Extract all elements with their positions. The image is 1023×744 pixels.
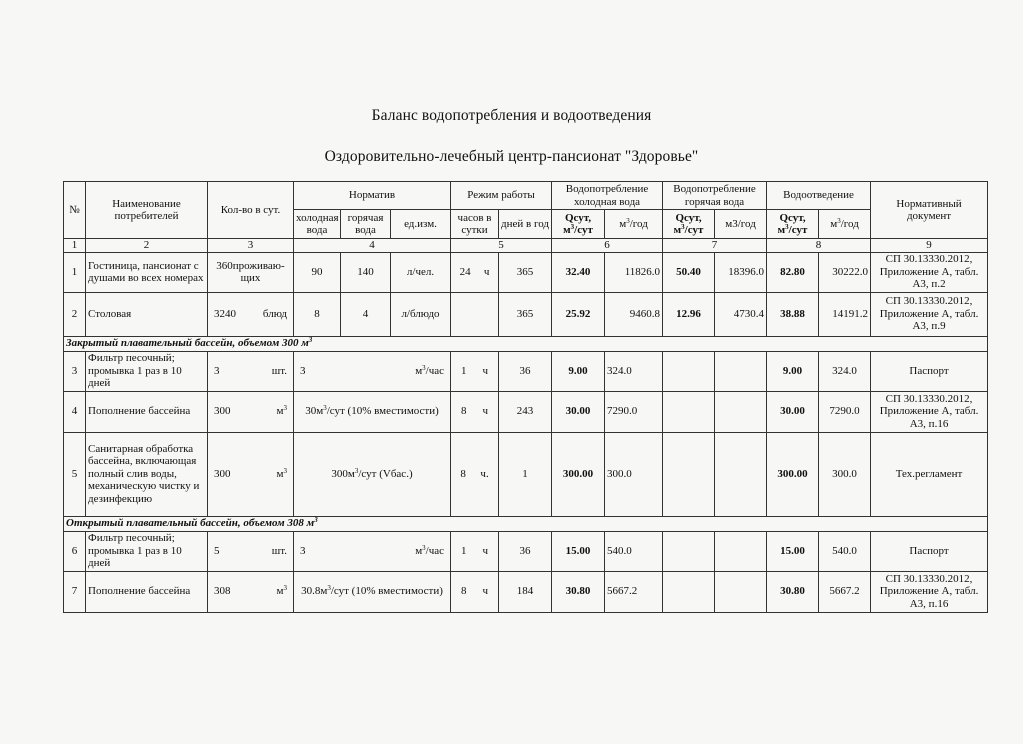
- hot-day: [663, 531, 715, 571]
- norm-document: СП 30.13330.2012, Приложение А, табл. А3, п.16: [871, 391, 988, 432]
- table-row: [64, 351, 988, 391]
- days: 36: [499, 351, 552, 391]
- section-row: [64, 336, 988, 351]
- hours: 24 ч: [451, 252, 499, 292]
- row-number: 4: [64, 391, 86, 432]
- drain-year: 5667.2: [819, 571, 871, 612]
- norm-document: Паспорт: [871, 351, 988, 391]
- quantity: 3240 блюд: [208, 292, 294, 336]
- norm-cold: 8: [294, 292, 341, 336]
- consumer-name: Фильтр песочный; промывка 1 раз в 10 дней: [86, 531, 208, 571]
- col-number: 9: [871, 239, 988, 253]
- norm-unit: л/чел.: [391, 252, 451, 292]
- norm-unit: л/блюдо: [391, 292, 451, 336]
- page-subtitle: Оздоровительно-лечебный центр-пансионат "Здоровье": [324, 148, 699, 165]
- cold-day: 9.00: [552, 351, 605, 391]
- col-number: 3: [208, 239, 294, 253]
- table-row: [64, 292, 988, 336]
- col-cold-use-header: Водопотребление холодная вода: [552, 182, 663, 210]
- norm-combined: $300м^3$/сут (Vбас.): [294, 432, 451, 516]
- drain-year: 7290.0: [819, 391, 871, 432]
- drain-year: 540.0: [819, 531, 871, 571]
- hot-day: [663, 391, 715, 432]
- table-row: [64, 432, 988, 516]
- col-number: 6: [552, 239, 663, 253]
- norm-hot: 140: [341, 252, 391, 292]
- days: 184: [499, 571, 552, 612]
- col-number: 2: [86, 239, 208, 253]
- consumer-name: Пополнение бассейна: [86, 571, 208, 612]
- row-number: 2: [64, 292, 86, 336]
- quantity: 300 $м^3$: [208, 391, 294, 432]
- days: 36: [499, 531, 552, 571]
- hours: 8 ч: [451, 571, 499, 612]
- drain-year: 30222.0: [819, 252, 871, 292]
- days: 365: [499, 292, 552, 336]
- hours: 8 ч.: [451, 432, 499, 516]
- col-days-header: дней в год: [499, 210, 552, 239]
- col-drain-year-header: $м^3$/год: [819, 210, 871, 239]
- hot-day: 50.40: [663, 252, 715, 292]
- cold-year: 9460.8: [605, 292, 663, 336]
- days: 1: [499, 432, 552, 516]
- norm-combined: 3 $м^3$/час: [294, 531, 451, 571]
- col-hot-header: горячая вода: [341, 210, 391, 239]
- norm-document: СП 30.13330.2012, Приложение А, табл. А3, п.16: [871, 571, 988, 612]
- hours: 1 ч: [451, 531, 499, 571]
- col-number: 1: [64, 239, 86, 253]
- cold-day: 32.40: [552, 252, 605, 292]
- quantity: 3 шт.: [208, 351, 294, 391]
- norm-document: Паспорт: [871, 531, 988, 571]
- hot-year: 18396.0: [715, 252, 767, 292]
- hours: 8 ч: [451, 391, 499, 432]
- norm-document: Тех.регламент: [871, 432, 988, 516]
- col-drain-day-header: Qсут, $м^3$/сут: [767, 210, 819, 239]
- col-number: 7: [663, 239, 767, 253]
- cold-day: 30.80: [552, 571, 605, 612]
- cold-year: 540.0: [605, 531, 663, 571]
- col-hot-day-header: Qсут, $м^3$/сут: [663, 210, 715, 239]
- col-cold-day-header: Qсут, $м^3$/сут: [552, 210, 605, 239]
- col-number: 5: [451, 239, 552, 253]
- drain-day: 30.00: [767, 391, 819, 432]
- drain-year: 300.0: [819, 432, 871, 516]
- drain-day: 30.80: [767, 571, 819, 612]
- quantity: 300 $м^3$: [208, 432, 294, 516]
- drain-day: 82.80: [767, 252, 819, 292]
- col-unit-header: ед.изм.: [391, 210, 451, 239]
- norm-combined: $30.8м^3$/сут (10% вместимости): [294, 571, 451, 612]
- table-row: [64, 531, 988, 571]
- hot-day: [663, 351, 715, 391]
- section-row: [64, 516, 988, 531]
- norm-combined: $30м^3$/сут (10% вместимости): [294, 391, 451, 432]
- norm-combined: 3 $м^3$/час: [294, 351, 451, 391]
- table-row: [64, 391, 988, 432]
- cold-day: 15.00: [552, 531, 605, 571]
- hot-day: [663, 432, 715, 516]
- col-norm-header: Норматив: [294, 182, 451, 210]
- hot-year: [715, 531, 767, 571]
- col-number: 8: [767, 239, 871, 253]
- col-doc-header: Нормативный документ: [871, 182, 988, 239]
- header-row-1: [64, 182, 988, 210]
- consumer-name: Пополнение бассейна: [86, 391, 208, 432]
- cold-year: 5667.2: [605, 571, 663, 612]
- col-num-header: №: [64, 182, 86, 239]
- col-qty-header: Кол-во в сут.: [208, 182, 294, 239]
- drain-day: 9.00: [767, 351, 819, 391]
- drain-year: 324.0: [819, 351, 871, 391]
- consumer-name: Столовая: [86, 292, 208, 336]
- consumer-name: Фильтр песочный; промывка 1 раз в 10 дней: [86, 351, 208, 391]
- drain-year: 14191.2: [819, 292, 871, 336]
- cold-year: 300.0: [605, 432, 663, 516]
- drain-day: 38.88: [767, 292, 819, 336]
- col-cold-year-header: $м^3$/год: [605, 210, 663, 239]
- consumer-name: Гостиница, пансионат с душами во всех номерах: [86, 252, 208, 292]
- col-mode-header: Режим работы: [451, 182, 552, 210]
- row-number: 1: [64, 252, 86, 292]
- col-cold-header: холодная вода: [294, 210, 341, 239]
- section-title-outdoor-pool: Открытый плавательный бассейн, объемом 308 $м^3$: [64, 516, 988, 531]
- row-number: 3: [64, 351, 86, 391]
- row-number: 6: [64, 531, 86, 571]
- norm-hot: 4: [341, 292, 391, 336]
- hours: 1 ч: [451, 351, 499, 391]
- quantity: 360проживаю-щих: [208, 252, 294, 292]
- norm-document: СП 30.13330.2012, Приложение А, табл. А3, п.9: [871, 292, 988, 336]
- row-number: 7: [64, 571, 86, 612]
- consumer-name: Санитарная обработка бассейна, включающая полный слив воды, механическую чистку и дезинфекцию: [86, 432, 208, 516]
- days: 243: [499, 391, 552, 432]
- hot-year: [715, 351, 767, 391]
- drain-day: 15.00: [767, 531, 819, 571]
- table-row: [64, 252, 988, 292]
- hot-day: [663, 571, 715, 612]
- hours: [451, 292, 499, 336]
- norm-document: СП 30.13330.2012, Приложение А, табл. А3, п.2: [871, 252, 988, 292]
- page-title: Баланс водопотребления и водоотведения: [371, 107, 652, 124]
- cold-day: 30.00: [552, 391, 605, 432]
- cold-year: 324.0: [605, 351, 663, 391]
- hot-day: 12.96: [663, 292, 715, 336]
- hot-year: [715, 432, 767, 516]
- row-number: 5: [64, 432, 86, 516]
- hot-year: 4730.4: [715, 292, 767, 336]
- hot-year: [715, 571, 767, 612]
- cold-day: 300.00: [552, 432, 605, 516]
- drain-day: 300.00: [767, 432, 819, 516]
- col-hours-header: часов в сутки: [451, 210, 499, 239]
- hot-year: [715, 391, 767, 432]
- col-drain-header: Водоотведение: [767, 182, 871, 210]
- cold-day: 25.92: [552, 292, 605, 336]
- cold-year: 7290.0: [605, 391, 663, 432]
- table-row: [64, 571, 988, 612]
- quantity: 308 $м^3$: [208, 571, 294, 612]
- column-number-row: [64, 239, 988, 253]
- quantity: 5 шт.: [208, 531, 294, 571]
- section-title-indoor-pool: Закрытый плавательный бассейн, объемом 300 $м^3$: [64, 336, 988, 351]
- norm-cold: 90: [294, 252, 341, 292]
- col-number: 4: [294, 239, 451, 253]
- col-hot-year-header: м3/год: [715, 210, 767, 239]
- col-hot-use-header: Водопотребление горячая вода: [663, 182, 767, 210]
- cold-year: 11826.0: [605, 252, 663, 292]
- col-name-header: Наименование потребителей: [86, 182, 208, 239]
- water-balance-table: [63, 181, 988, 613]
- days: 365: [499, 252, 552, 292]
